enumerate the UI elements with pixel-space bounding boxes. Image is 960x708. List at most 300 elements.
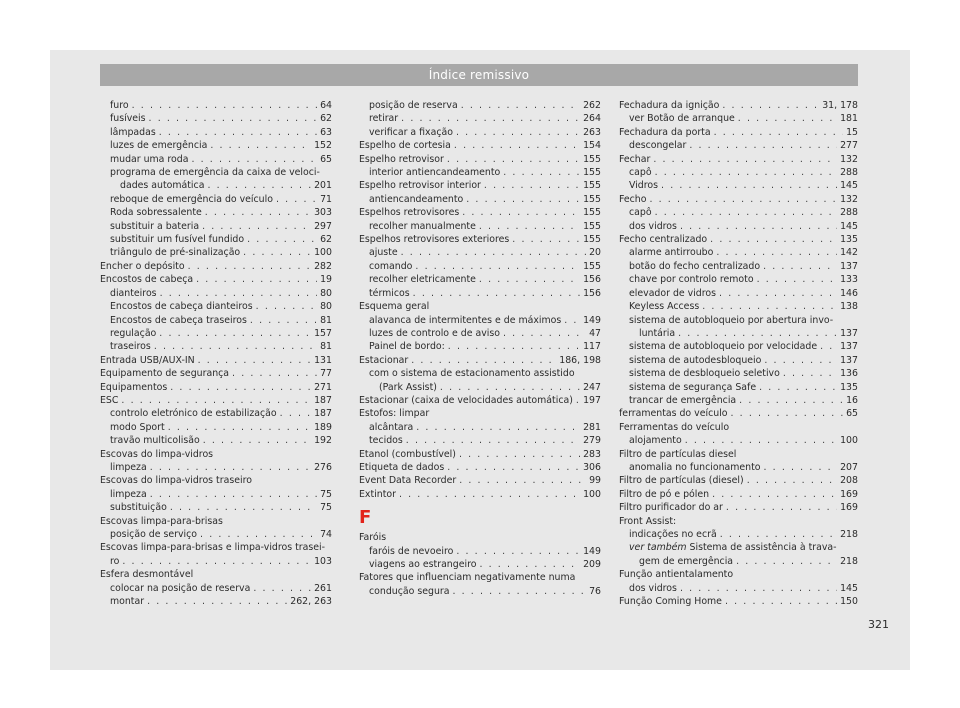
index-column-1 — [100, 99, 332, 608]
index-entry-label: Etiqueta de dados — [359, 461, 445, 473]
leader-dots — [160, 287, 318, 300]
leader-dots — [503, 327, 586, 340]
index-entry-page: 152 — [314, 140, 332, 152]
index-entry[interactable] — [359, 233, 601, 246]
leader-dots — [154, 340, 317, 353]
index-entry[interactable] — [359, 139, 601, 152]
index-entry-page: 20 — [589, 247, 601, 259]
index-entry[interactable] — [359, 558, 601, 571]
leader-dots — [250, 314, 317, 327]
index-entry[interactable] — [359, 220, 601, 233]
leader-dots — [399, 488, 580, 501]
index-entry-page: 181 — [840, 113, 858, 125]
index-entry[interactable] — [359, 545, 601, 558]
index-entry-heading: programa de emergência da caixa de veloci- — [110, 167, 320, 179]
index-entry[interactable] — [100, 126, 332, 139]
leader-dots — [401, 246, 586, 259]
index-entry-page: 31, 178 — [822, 100, 858, 111]
index-entry-page: 15 — [846, 126, 858, 138]
index-entry-page: 169 — [840, 502, 858, 514]
leader-dots — [512, 233, 580, 246]
index-entry[interactable] — [359, 112, 601, 125]
index-column-2 — [359, 99, 601, 598]
index-entry[interactable] — [359, 474, 601, 487]
index-entry-heading: Ferramentas do veículo — [619, 421, 730, 433]
leader-dots — [170, 501, 317, 514]
leader-dots — [459, 474, 586, 487]
index-entry[interactable] — [100, 220, 332, 233]
leader-dots — [188, 260, 312, 273]
index-entry-label: trancar de emergência — [629, 394, 737, 406]
leader-dots — [207, 179, 311, 192]
index-entry[interactable] — [619, 354, 858, 367]
index-entry-label: Fechar — [619, 153, 651, 165]
index-entry-label: (Park Assist) — [379, 381, 437, 393]
index-entry-page: 145 — [840, 220, 858, 232]
index-entry[interactable] — [619, 273, 858, 286]
index-entry-label: Espelhos retrovisores exteriores — [359, 234, 510, 246]
index-entry[interactable] — [359, 287, 601, 300]
index-entry[interactable] — [100, 287, 332, 300]
index-entry-heading: Esquema geral — [359, 301, 430, 313]
index-entry-label: sistema de autobloqueio por velocidade — [629, 341, 818, 353]
index-entry[interactable] — [619, 112, 858, 125]
index-entry[interactable] — [359, 354, 601, 367]
index-entry-label: Encostos de cabeça dianteiros — [110, 301, 253, 313]
index-entry[interactable] — [619, 206, 858, 219]
index-entry[interactable] — [359, 260, 601, 273]
index-entry-page: 137 — [840, 341, 858, 353]
leader-dots — [203, 434, 311, 447]
index-entry-heading: Filtro de partículas diesel — [619, 448, 737, 460]
leader-dots — [202, 220, 311, 233]
index-entry[interactable] — [100, 314, 332, 327]
index-entry-label: Equipamentos — [100, 381, 168, 393]
index-entry[interactable] — [100, 260, 332, 273]
index-entry-label: Estacionar — [359, 354, 409, 366]
index-entry-page: 149 — [583, 545, 601, 557]
leader-dots — [415, 260, 580, 273]
index-entry[interactable] — [100, 555, 332, 568]
leader-dots — [447, 153, 580, 166]
index-entry-label: ESC — [100, 394, 119, 406]
index-entry-label: interior antiencandeamento — [369, 167, 501, 179]
index-entry-label: mudar uma roda — [110, 153, 189, 165]
index-entry-page: 186, 198 — [559, 354, 601, 366]
leader-dots — [712, 488, 837, 501]
index-entry[interactable] — [100, 327, 332, 340]
index-entry-label: modo Sport — [110, 421, 165, 433]
index-entry-label: ro — [110, 555, 120, 567]
leader-dots — [168, 421, 311, 434]
index-entry-label: Filtro purificador do ar — [619, 502, 723, 514]
index-entry-page: 157 — [314, 327, 332, 339]
index-entry[interactable] — [359, 99, 601, 112]
index-entry-page: 64 — [320, 100, 332, 111]
index-entry-label: travão multicolisão — [110, 435, 200, 447]
index-entry-page: 80 — [320, 301, 332, 313]
index-entry[interactable] — [619, 126, 858, 139]
index-entry-label: capô — [629, 207, 652, 219]
index-entry-page: 16 — [846, 394, 858, 406]
index-entry-label: luzes de controlo e de aviso — [369, 327, 500, 339]
leader-dots — [416, 421, 580, 434]
index-entry-page: 155 — [583, 207, 601, 219]
index-entry-page: 276 — [314, 461, 332, 473]
index-entry-label: controlo eletrónico de estabilização — [110, 408, 277, 420]
leader-dots — [661, 179, 837, 192]
index-entry-page: 261 — [314, 582, 332, 594]
index-entry-page: 271 — [314, 381, 332, 393]
index-entry-label: condução segura — [369, 585, 450, 597]
index-entry[interactable] — [100, 488, 332, 501]
index-entry[interactable] — [619, 474, 858, 487]
leader-dots — [649, 193, 837, 206]
leader-dots — [655, 166, 838, 179]
index-entry-page: 262 — [583, 100, 601, 111]
index-entry-page: 288 — [840, 207, 858, 219]
leader-dots — [461, 99, 580, 112]
index-entry[interactable] — [619, 220, 858, 233]
leader-dots — [454, 139, 580, 152]
index-entry-page: 218 — [840, 555, 858, 567]
leader-dots — [479, 273, 580, 286]
index-entry[interactable] — [619, 300, 858, 313]
index-entry-page: 218 — [840, 529, 858, 540]
index-entry[interactable] — [100, 434, 332, 447]
index-entry-label: Filtro de pó e pólen — [619, 488, 710, 500]
index-entry-label: substituir um fusível fundido — [110, 234, 245, 246]
index-entry[interactable] — [359, 246, 601, 259]
index-entry-label: Keyless Access — [629, 301, 700, 313]
leader-dots — [484, 179, 580, 192]
leader-dots — [147, 595, 287, 608]
leader-dots — [764, 354, 837, 367]
index-entry[interactable] — [100, 394, 332, 407]
index-entry-page: 155 — [583, 180, 601, 192]
index-entry[interactable] — [619, 179, 858, 192]
index-entry-page: 65 — [320, 153, 332, 165]
index-entry-page: 138 — [840, 301, 858, 313]
leader-dots — [720, 528, 837, 541]
page-title: Índice remissivo — [100, 64, 858, 86]
leader-dots — [564, 314, 580, 327]
index-entry[interactable] — [359, 314, 601, 327]
index-entry[interactable] — [619, 407, 858, 420]
index-entry-label: lâmpadas — [110, 126, 156, 138]
see-also-target: Sistema de assistência à trava- — [686, 542, 837, 554]
leader-dots — [276, 193, 317, 206]
index-entry[interactable] — [100, 421, 332, 434]
leader-dots — [763, 260, 837, 273]
index-entry-label: posição de reserva — [369, 100, 458, 111]
index-entry-page: 155 — [583, 260, 601, 272]
index-entry[interactable] — [359, 206, 601, 219]
index-entry-label: viagens ao estrangeiro — [369, 559, 477, 570]
index-entry[interactable] — [619, 193, 858, 206]
index-entry-label: Painel de bordo: — [369, 341, 445, 353]
leader-dots — [722, 99, 819, 112]
index-entry[interactable] — [100, 528, 332, 541]
index-entry-page: 132 — [840, 153, 858, 165]
index-entry-page: 154 — [583, 140, 601, 152]
index-entry[interactable] — [619, 367, 858, 380]
index-entry[interactable] — [359, 394, 601, 407]
index-entry[interactable] — [359, 448, 601, 461]
index-entry[interactable] — [619, 260, 858, 273]
index-entry-page: 281 — [583, 421, 601, 433]
leader-dots — [479, 558, 580, 571]
index-entry-page: 146 — [840, 287, 858, 299]
index-entry-page: 81 — [320, 341, 332, 353]
index-entry[interactable] — [100, 273, 332, 286]
index-entry-label: luzes de emergência — [110, 140, 208, 152]
index-entry[interactable] — [619, 582, 858, 595]
index-entry-label: substituir a bateria — [110, 220, 200, 232]
leader-dots — [243, 246, 311, 259]
leader-dots — [462, 206, 580, 219]
index-entry[interactable] — [359, 488, 601, 501]
index-entry-page: 132 — [840, 193, 858, 205]
index-entry-page: 100 — [583, 488, 601, 500]
index-entry-page: 145 — [840, 180, 858, 192]
index-entry-page: 136 — [840, 368, 858, 380]
index-entry[interactable] — [100, 179, 332, 192]
index-entry-label: faróis de nevoeiro — [369, 545, 454, 557]
index-entry-page: 137 — [840, 260, 858, 272]
index-entry-label: ajuste — [369, 247, 398, 259]
index-entry-label: descongelar — [629, 140, 687, 152]
leader-dots — [456, 126, 580, 139]
index-entry-page: 169 — [840, 488, 858, 500]
index-entry-page: 277 — [840, 140, 858, 152]
index-entry-page: 80 — [320, 287, 332, 299]
index-entry-heading: Escovas limpa-para-brisas e limpa-vidros trasei- — [100, 542, 326, 554]
index-entry-page: 145 — [840, 582, 858, 594]
index-entry[interactable] — [100, 381, 332, 394]
index-entry-label: Filtro de partículas (diesel) — [619, 475, 744, 487]
leader-dots — [247, 233, 317, 246]
leader-dots — [739, 394, 843, 407]
leader-dots — [680, 582, 837, 595]
leader-dots — [122, 555, 311, 568]
index-entry-label: tecidos — [369, 435, 403, 447]
leader-dots — [757, 273, 838, 286]
index-entry[interactable] — [100, 300, 332, 313]
index-entry[interactable] — [100, 354, 332, 367]
index-entry[interactable] — [359, 421, 601, 434]
index-entry-label: Fechadura da ignição — [619, 100, 720, 111]
index-entry-label: Etanol (combustível) — [359, 448, 456, 460]
index-entry-label: limpeza — [110, 488, 147, 500]
index-entry-page: 263 — [583, 126, 601, 138]
index-entry[interactable] — [100, 595, 332, 608]
index-entry[interactable] — [359, 585, 601, 598]
index-entry[interactable] — [359, 273, 601, 286]
index-entry[interactable] — [619, 139, 858, 152]
index-entry-label: colocar na posição de reserva — [110, 582, 251, 594]
leader-dots — [121, 394, 311, 407]
index-entry[interactable] — [619, 555, 858, 568]
index-entry[interactable] — [619, 246, 858, 259]
index-entry[interactable] — [359, 327, 601, 340]
index-entry-page: 303 — [314, 207, 332, 219]
index-entry-label: anomalia no funcionamento — [629, 461, 761, 473]
index-entry[interactable] — [619, 381, 858, 394]
index-entry[interactable] — [619, 394, 858, 407]
leader-dots — [280, 407, 311, 420]
index-entry[interactable] — [100, 246, 332, 259]
index-entry-label: Fecho — [619, 193, 647, 205]
index-entry-page: 81 — [320, 314, 332, 326]
index-entry-label: botão do fecho centralizado — [629, 260, 761, 272]
index-entry[interactable] — [359, 461, 601, 474]
index-entry-page: 131 — [314, 354, 332, 366]
leader-dots — [196, 273, 317, 286]
leader-dots — [738, 112, 837, 125]
index-entry-label: Espelho de cortesia — [359, 140, 451, 152]
index-entry-page: 74 — [320, 529, 332, 540]
index-entry-page: 135 — [840, 234, 858, 246]
section-letter: F — [359, 507, 372, 529]
index-entry-heading: Esfera desmontável — [100, 569, 194, 581]
index-entry[interactable] — [619, 166, 858, 179]
leader-dots — [680, 220, 837, 233]
index-entry-page: 208 — [840, 475, 858, 487]
leader-dots — [576, 394, 580, 407]
index-entry-label: Espelhos retrovisores — [359, 207, 460, 219]
see-also-prefix: ver também — [629, 542, 687, 554]
index-entry[interactable] — [359, 166, 601, 179]
leader-dots — [459, 448, 580, 461]
leader-dots — [452, 585, 586, 598]
leader-dots — [253, 582, 311, 595]
index-entry[interactable] — [359, 193, 601, 206]
index-entry-page: 155 — [583, 193, 601, 205]
index-entry[interactable] — [100, 340, 332, 353]
index-entry-label: ver Botão de arranque — [629, 113, 735, 125]
index-entry[interactable] — [100, 501, 332, 514]
index-entry[interactable] — [100, 407, 332, 420]
index-entry[interactable] — [619, 488, 858, 501]
index-entry[interactable] — [619, 153, 858, 166]
index-entry-page: 306 — [583, 461, 601, 473]
index-entry-label: alcântara — [369, 421, 414, 433]
index-entry[interactable] — [100, 367, 332, 380]
index-entry-label: retirar — [369, 113, 399, 125]
index-entry[interactable] — [359, 434, 601, 447]
leader-dots — [714, 126, 843, 139]
index-entry[interactable] — [619, 99, 858, 112]
leader-dots — [198, 354, 311, 367]
leader-dots — [725, 595, 837, 608]
index-entry-page: 117 — [583, 341, 601, 353]
index-page — [50, 50, 910, 670]
index-entry[interactable] — [100, 582, 332, 595]
leader-dots — [149, 112, 318, 125]
index-entry-page: 133 — [840, 274, 858, 286]
leader-dots — [150, 488, 317, 501]
index-entry-label: Entrada USB/AUX-IN — [100, 354, 195, 366]
index-entry[interactable] — [359, 381, 601, 394]
index-entry-page: 75 — [320, 502, 332, 514]
index-entry[interactable] — [619, 528, 858, 541]
index-entry-page: 99 — [589, 475, 601, 487]
index-entry-label: Encostos de cabeça — [100, 274, 194, 286]
index-entry-page: 149 — [583, 314, 601, 326]
index-entry-label: Espelho retrovisor interior — [359, 180, 481, 192]
index-entry[interactable] — [359, 340, 601, 353]
index-entry-label: elevador de vidros — [629, 287, 717, 299]
index-entry[interactable] — [619, 287, 858, 300]
index-entry-label: Estacionar (caixa de velocidades automática) — [359, 394, 573, 406]
index-entry[interactable] — [100, 193, 332, 206]
leader-dots — [710, 233, 837, 246]
index-entry-label: sistema de segurança Safe — [629, 381, 757, 393]
index-entry[interactable] — [359, 126, 601, 139]
leader-dots — [719, 287, 837, 300]
index-entry-page: 62 — [320, 113, 332, 125]
leader-dots — [132, 99, 317, 112]
leader-dots — [170, 381, 311, 394]
index-entry-label: Encostos de cabeça traseiros — [110, 314, 247, 326]
index-entry-label: Espelho retrovisor — [359, 153, 444, 165]
leader-dots — [413, 287, 580, 300]
index-entry[interactable] — [619, 340, 858, 353]
index-entry[interactable] — [100, 233, 332, 246]
index-entry[interactable] — [619, 434, 858, 447]
index-entry-page: 47 — [589, 327, 601, 339]
leader-dots — [200, 528, 317, 541]
index-entry[interactable] — [100, 112, 332, 125]
index-entry[interactable] — [619, 461, 858, 474]
index-entry-page: 207 — [840, 461, 858, 473]
index-entry[interactable] — [359, 179, 601, 192]
index-entry-heading: Escovas do limpa-vidros — [100, 448, 214, 460]
index-entry[interactable] — [100, 139, 332, 152]
index-entry[interactable] — [619, 595, 858, 608]
index-entry-page: 65 — [846, 408, 858, 420]
index-entry-page: 187 — [314, 394, 332, 406]
index-entry[interactable] — [619, 327, 858, 340]
index-entry[interactable] — [100, 206, 332, 219]
index-entry-label: alojamento — [629, 435, 682, 447]
index-entry-page: 283 — [583, 448, 601, 460]
index-entry[interactable] — [100, 153, 332, 166]
leader-dots — [205, 206, 311, 219]
index-entry-page: 201 — [314, 180, 332, 192]
leader-dots — [653, 153, 837, 166]
index-entry-page: 77 — [320, 368, 332, 380]
index-entry-label: luntária — [639, 327, 676, 339]
index-entry-label: regulação — [110, 327, 157, 339]
index-entry[interactable] — [100, 99, 332, 112]
index-entry-label: reboque de emergência do veículo — [110, 193, 273, 205]
index-entry-heading: Estofos: limpar — [359, 408, 430, 420]
index-entry-page: 62 — [320, 234, 332, 246]
index-entry[interactable] — [619, 233, 858, 246]
index-entry-label: dianteiros — [110, 287, 157, 299]
index-entry[interactable] — [100, 461, 332, 474]
index-entry-page: 76 — [589, 585, 601, 597]
index-entry[interactable] — [619, 501, 858, 514]
index-entry-label: verificar a fixação — [369, 126, 453, 138]
index-entry-label: antiencandeamento — [369, 193, 464, 205]
index-entry-label: furo — [110, 100, 129, 111]
index-entry-heading: Fatores que influenciam negativamente numa — [359, 572, 576, 584]
index-entry-label: Roda sobressalente — [110, 207, 202, 219]
index-entry[interactable] — [359, 153, 601, 166]
